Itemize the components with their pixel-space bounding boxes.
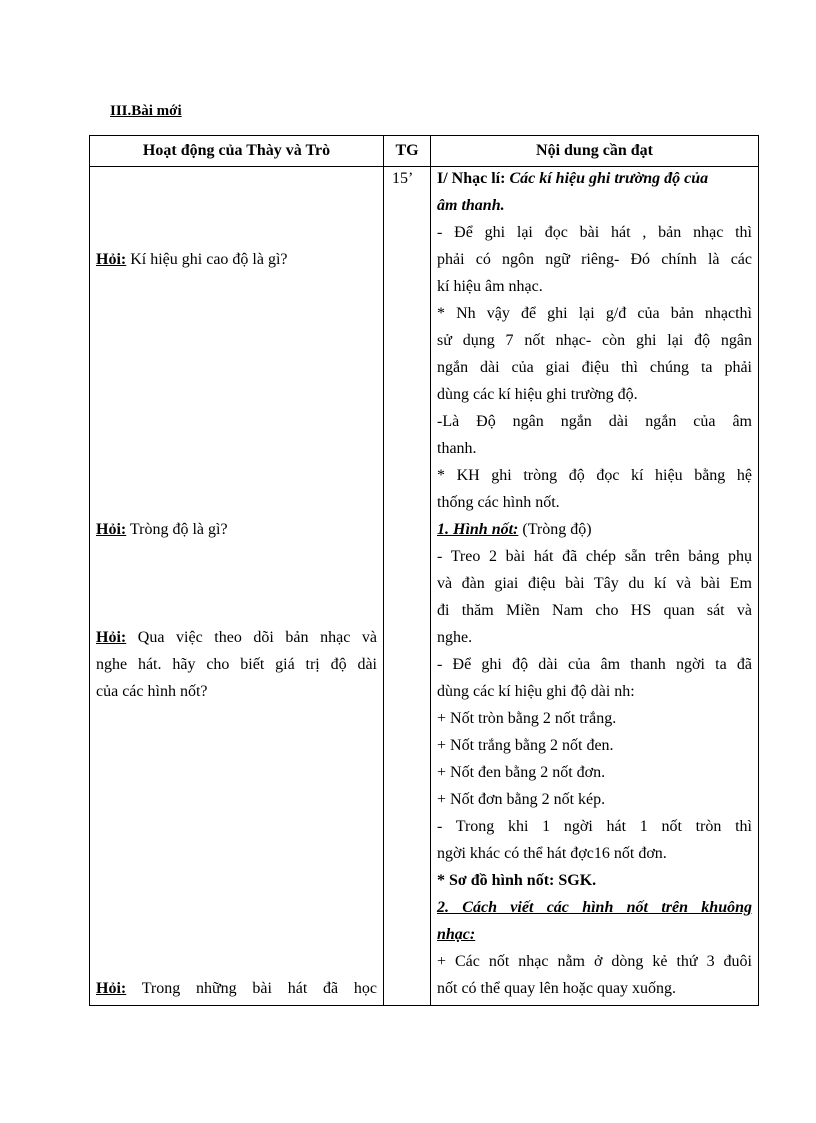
content-line-17: đi thăm Miền Nam cho HS quan sát và xyxy=(437,602,752,619)
content-line-16: và đàn giai điệu bài Tây du kí và bài Em xyxy=(437,575,752,592)
content-line-9: dùng các kí hiệu ghi trường độ. xyxy=(437,386,638,403)
content-line-27: * Sơ đồ hình nốt: SGK. xyxy=(437,872,597,889)
content-line-10: -Là Độ ngân ngắn dài ngắn của âm xyxy=(437,413,752,430)
question-4 xyxy=(96,979,377,999)
content-line-22: + Nốt trắng bằng 2 nốt đen. xyxy=(437,737,614,754)
content-line-13: thống các hình nốt. xyxy=(437,494,560,511)
content-line-19: - Để ghi độ dài của âm thanh ngời ta đã xyxy=(437,656,752,673)
question-3-line-2: nghe hát. hãy cho biết giá trị độ dài xyxy=(96,656,377,673)
question-label: Hỏi: xyxy=(96,521,127,538)
lesson-table xyxy=(89,135,759,1006)
content-line-5: kí hiệu âm nhạc. xyxy=(437,278,543,295)
question-label: Hỏi: xyxy=(96,980,127,997)
content-line-3: - Để ghi lại đọc bài hát , bản nhạc thì xyxy=(437,224,752,241)
content-line-6: * Nh vậy để ghi lại g/đ của bản nhạcthì xyxy=(437,305,752,322)
content-line-26: ngời khác có thể hát đợc16 nốt đơn. xyxy=(437,845,667,862)
time-value: 15’ xyxy=(392,170,414,187)
content-line-29: nhạc: xyxy=(437,926,476,943)
content-line-11: thanh. xyxy=(437,440,477,457)
question-text: Tròng độ là gì? xyxy=(126,521,228,538)
content-line-7: sử dụng 7 nốt nhạc- còn ghi lại độ ngân xyxy=(437,332,752,349)
content-line-28: 2. Cách viết các hình nốt trên khuông xyxy=(437,899,752,916)
content-cell xyxy=(431,167,759,1006)
content-line-1: I/ Nhạc lí: Các kí hiệu ghi trường độ của xyxy=(437,170,709,187)
content-line-24: + Nốt đơn bằng 2 nốt kép. xyxy=(437,791,606,808)
question-text: Trong những bài hát đã học xyxy=(126,980,377,997)
content-line-18: nghe. xyxy=(437,629,473,646)
question-3-line-3: của các hình nốt? xyxy=(96,683,208,700)
header-content: Nội dung cần đạt xyxy=(431,136,759,167)
content-line-23: + Nốt đen bằng 2 nốt đơn. xyxy=(437,764,606,781)
question-label: Hỏi: xyxy=(96,251,127,268)
activities-cell xyxy=(90,167,384,1006)
table-header-row xyxy=(90,136,759,167)
content-line-8: ngắn dài của giai điệu thì chúng ta phải xyxy=(437,359,752,376)
content-line-15: - Treo 2 bài hát đã chép sẵn trên bảng phụ xyxy=(437,548,752,565)
content-line-31: nốt có thể quay lên hoặc quay xuống. xyxy=(437,980,677,997)
content-line-12: * KH ghi tròng độ đọc kí hiệu bằng hệ xyxy=(437,467,752,484)
content-line-21: + Nốt tròn bằng 2 nốt trắng. xyxy=(437,710,617,727)
question-2 xyxy=(96,520,377,540)
content-line-25: - Trong khi 1 ngời hát 1 nốt tròn thì xyxy=(437,818,752,835)
header-activities: Hoạt động của Thày và Trò xyxy=(90,136,384,167)
content-line-30: + Các nốt nhạc nằm ở dòng kẻ thứ 3 đuôi xyxy=(437,953,752,970)
table-row xyxy=(90,167,759,1006)
content-line-14: 1. Hình nốt: (Tròng độ) xyxy=(437,521,592,538)
question-3 xyxy=(96,628,377,648)
question-1 xyxy=(96,250,377,270)
content-line-20: dùng các kí hiệu ghi độ dài nh: xyxy=(437,683,635,700)
content-line-4: phải có ngôn ngữ riêng- Đó chính là các xyxy=(437,251,752,268)
section-heading: III.Bài mới xyxy=(110,103,182,119)
time-cell xyxy=(384,167,431,1006)
question-text: Qua việc theo dõi bản nhạc và xyxy=(126,629,377,646)
content-line-2: âm thanh. xyxy=(437,197,505,214)
question-text: Kí hiệu ghi cao độ là gì? xyxy=(126,251,288,268)
question-label: Hỏi: xyxy=(96,629,127,646)
header-time: TG xyxy=(384,136,431,167)
